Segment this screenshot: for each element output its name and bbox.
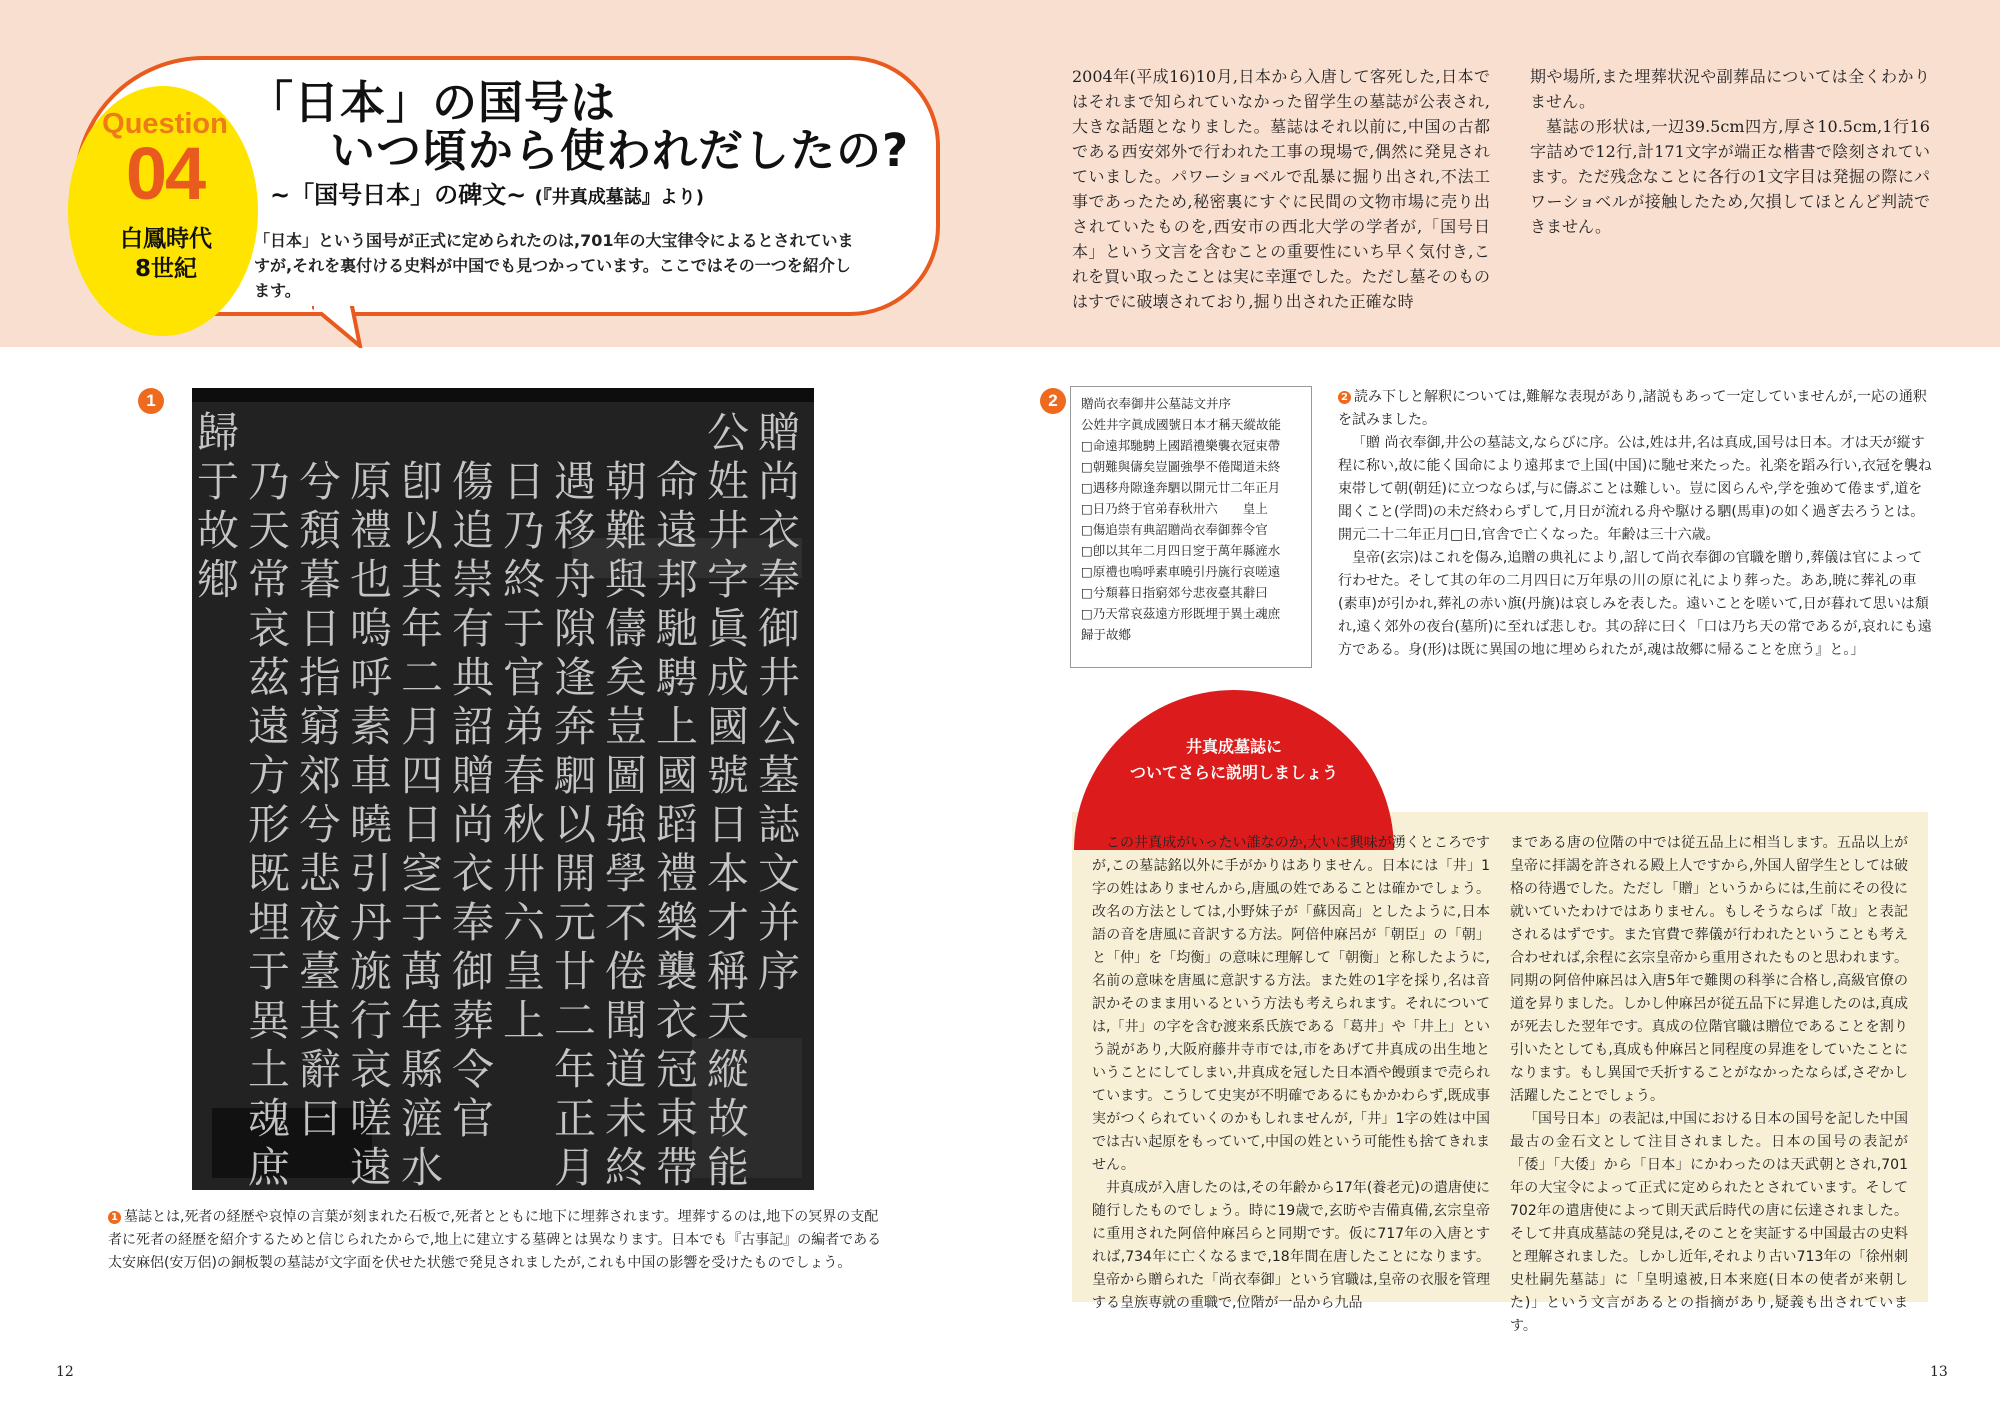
rubbing-glyph: 學 xyxy=(605,849,648,898)
rubbing-glyph: 形 xyxy=(248,800,291,849)
rubbing-glyph: 未 xyxy=(605,1094,648,1143)
subtitle-main: ~「国号日本」の碑文~ xyxy=(270,181,527,209)
rubbing-glyph: 既 xyxy=(248,849,291,898)
page-number-right: 13 xyxy=(1930,1364,1948,1380)
rubbing-glyph: 冠 xyxy=(656,1045,699,1094)
rubbing-glyph: 春 xyxy=(503,751,546,800)
rubbing-glyph: 年 xyxy=(401,996,444,1045)
rubbing-glyph: 贈 xyxy=(452,751,495,800)
rubbing-glyph: 嗚 xyxy=(350,604,393,653)
rubbing-glyph: 官 xyxy=(503,653,546,702)
rubbing-glyph: 崇 xyxy=(452,555,495,604)
rubbing-glyph: 于 xyxy=(197,457,240,506)
explanation-left-para-2: 井真成が入唐したのは,その年齢から17年(養老元)の遣唐使に随行したものでしょう。時に19歳で,玄昉や吉備真備,玄宗皇帝に重用された阿倍仲麻呂らと同期です。仮に717年の入唐とすれば,734年に亡くなるまで,18年間在唐したことになります。皇帝から贈られた「尚衣奉御」という官職は,皇帝の衣服を管理する皇族専就の重職で,位階が一品から九品 xyxy=(1092,1180,1490,1311)
rubbing-glyph: 字 xyxy=(707,555,750,604)
rubbing-glyph: 兮 xyxy=(299,457,342,506)
rubbing-glyph: 國 xyxy=(656,751,699,800)
rubbing-glyph: 遠 xyxy=(350,1143,393,1190)
rubbing-glyph: 滻 xyxy=(401,1094,444,1143)
rubbing-glyph: 哀 xyxy=(350,1045,393,1094)
rubbing-glyph: 奉 xyxy=(758,555,801,604)
rubbing-glyph: 遇 xyxy=(554,457,597,506)
rubbing-glyph: 樂 xyxy=(656,898,699,947)
rubbing-glyph: 萬 xyxy=(401,947,444,996)
rubbing-glyph: 遠 xyxy=(248,702,291,751)
rubbing-glyph: 追 xyxy=(452,506,495,555)
rubbing-glyph: 年 xyxy=(554,1045,597,1094)
rubbing-glyph: 強 xyxy=(605,800,648,849)
transcript-line: 贈尚衣奉御井公墓誌文并序 xyxy=(1081,396,1232,411)
rubbing-glyph: 日 xyxy=(299,604,342,653)
transcript-line: □兮頽暮日指窮郊兮悲夜臺其辭曰 xyxy=(1081,585,1268,600)
top-column-2-para-2: 墓誌の形状は,一辺39.5cm四方,厚さ10.5cm,1行16字詰めで12行,計171文字が端正な楷書で陰刻されています。ただ残念なことに各行の1文字目は発掘の際にパワーショベルが接触したため,欠損してほとんど判読できません。 xyxy=(1530,117,1930,236)
transcript-line: □命遠邦馳騁上國蹈禮樂襲衣冠束帶 xyxy=(1081,438,1281,453)
reading-paragraph-1: 「贈 尚衣奉御,井公の墓誌文,ならびに序。公は,姓は井,名は真成,国号は日本。才は天が縦す程に称い,故に能く国命により遠邦まで上国(中国)に馳せ来たった。礼楽を蹈み行い,衣冠を襲ね束帯して朝(朝廷)に立つならば,与に儔ぶことは難しい。豈に図らんや,学を強めて倦まず,道を聞くこと(学問)の未だ終わらずして,月日が流れる舟や駆ける駟(馬車)の如く過ぎ去ろうとは。開元二十二年正月□日,官舎で亡くなった。年齢は三十六歳。 xyxy=(1338,435,1932,543)
rubbing-glyph: 秋 xyxy=(503,800,546,849)
rubbing-glyph: 嗟 xyxy=(350,1094,393,1143)
rubbing-glyph: 本 xyxy=(707,849,750,898)
rubbing-glyph: 禮 xyxy=(350,506,393,555)
explanation-banner-text xyxy=(1074,734,1394,786)
rubbing-glyph: 尚 xyxy=(758,457,801,506)
rubbing-glyph: 奔 xyxy=(554,702,597,751)
rubbing-glyph: 引 xyxy=(350,849,393,898)
rubbing-glyph: 素 xyxy=(350,702,393,751)
rubbing-glyph: 埋 xyxy=(248,898,291,947)
rubbing-glyph: 日 xyxy=(707,800,750,849)
rubbing-glyph: 原 xyxy=(350,457,393,506)
era-line-1: 白鳳時代 xyxy=(120,226,212,252)
caption-1-text: 墓誌とは,死者の経歴や哀悼の言葉が刻まれた石板で,死者とともに地下に埋葬されます。埋葬するのは,地下の冥界の支配者に死者の経歴を紹介するためと信じられたからで,地上に建立する墓碑とは異なります。日本でも『古事記』の編者である太安麻侶(安万侶)の銅板製の墓誌が文字面を伏せた状態で発見されましたが,これも中国の影響を受けたものでしょう。 xyxy=(108,1209,882,1271)
figure-1-caption xyxy=(108,1206,888,1275)
rubbing-glyph: 廿 xyxy=(554,947,597,996)
rubbing-glyph: 日 xyxy=(401,800,444,849)
rubbing-glyph: 故 xyxy=(707,1094,750,1143)
explanation-right-column xyxy=(1510,832,1908,1338)
rubbing-glyph: 駟 xyxy=(554,751,597,800)
rubbing-glyph: 誌 xyxy=(758,800,801,849)
rubbing-glyph: 茲 xyxy=(248,653,291,702)
question-label: Question xyxy=(102,108,228,140)
page-subtitle xyxy=(270,175,704,210)
rubbing-glyph: 令 xyxy=(452,1045,495,1094)
rubbing-glyph: 曰 xyxy=(299,1094,342,1143)
rubbing-glyph: 辭 xyxy=(299,1045,342,1094)
transcript-line: □日乃終于官弟春秋卅六 皇上 xyxy=(1081,501,1268,516)
rubbing-glyph: 卽 xyxy=(401,457,444,506)
rubbing-glyph: 以 xyxy=(554,800,597,849)
rubbing-glyph: 御 xyxy=(758,604,801,653)
rubbing-glyph: 丹 xyxy=(350,898,393,947)
rubbing-glyph: 詔 xyxy=(452,702,495,751)
rubbing-glyph: 號 xyxy=(707,751,750,800)
rubbing-glyph: 車 xyxy=(350,751,393,800)
rubbing-glyph: 國 xyxy=(707,702,750,751)
rubbing-glyph: 終 xyxy=(605,1143,648,1190)
rubbing-glyph: 隙 xyxy=(554,604,597,653)
rubbing-glyph: 馳 xyxy=(656,604,699,653)
rubbing-glyph: 旐 xyxy=(350,947,393,996)
rubbing-glyph: 井 xyxy=(707,506,750,555)
rubbing-glyph: 衣 xyxy=(758,506,801,555)
rubbing-glyph: 正 xyxy=(554,1094,597,1143)
rubbing-glyph: 衣 xyxy=(452,849,495,898)
rubbing-glyph: 臺 xyxy=(299,947,342,996)
reading-paragraph-2: 皇帝(玄宗)はこれを傷み,追贈の典礼により,詔して尚衣奉御の官職を贈り,葬儀は官によって行わせた。そして其の年の二月四日に万年県の川の原に礼により葬った。ああ,暁に葬礼の車(素車)が引かれ,葬礼の赤い旗(丹旐)は哀しみを表した。遠いことを嗟いて,日が暮れて思いは頽れ,遠く郊外の夜台(墓所)に至れば悲しむ。其の辞に曰く「口は乃ち天の常であるが,哀れにも遠方である。身(形)は既に異国の地に埋められたが,魂は故郷に帰ることを庶う』と。」 xyxy=(1338,550,1932,658)
rubbing-glyph: 公 xyxy=(758,702,801,751)
rubbing-glyph: 魂 xyxy=(248,1094,291,1143)
rubbing-glyph: 移 xyxy=(554,506,597,555)
explanation-right-para-2: 「国号日本」の表記は,中国における日本の国号を記した中国最古の金石文として注目されました。日本の国号の表記が「倭」「大倭」から「日本」にかわったのは天武朝とされ,701年の大宝令によって正式に定められたとされています。そして702年の遣唐使によって則天武后時代の唐に伝達されました。そして井真成墓誌の発見は,そのことを実証する中国最古の史料と理解されました。しかし近年,それより古い713年の「徐州刺史杜嗣先墓誌」に「皇明遠被,日本来庭(日本の使者が来朝した)」という文言があるとの指摘があり,疑義も出されています。 xyxy=(1510,1111,1908,1334)
era-label xyxy=(96,224,236,284)
rubbing-glyph: 方 xyxy=(248,751,291,800)
rubbing-glyph: 悲 xyxy=(299,849,342,898)
rubbing-glyph: 騁 xyxy=(656,653,699,702)
rubbing-glyph: 指 xyxy=(299,653,342,702)
rubbing-glyph: 上 xyxy=(656,702,699,751)
rubbing-glyph: 其 xyxy=(299,996,342,1045)
rubbing-glyph: 尚 xyxy=(452,800,495,849)
explanation-left-column xyxy=(1092,832,1490,1315)
rubbing-glyph: 其 xyxy=(401,555,444,604)
rubbing-glyph: 眞 xyxy=(707,604,750,653)
rubbing-glyph: 命 xyxy=(656,457,699,506)
rubbing-glyph: 天 xyxy=(707,996,750,1045)
rubbing-glyph: 異 xyxy=(248,996,291,1045)
rubbing-glyph: 并 xyxy=(758,898,801,947)
rubbing-glyph: 六 xyxy=(503,898,546,947)
rubbing-glyph: 郊 xyxy=(299,751,342,800)
rubbing-glyph: 常 xyxy=(248,555,291,604)
transcript-line: □遇移舟隙逢奔駟以開元廿二年正月 xyxy=(1081,480,1281,495)
rubbing-glyph: 終 xyxy=(503,555,546,604)
rubbing-glyph: 矣 xyxy=(605,653,648,702)
rubbing-glyph: 公 xyxy=(707,408,750,457)
rubbing-glyph: 才 xyxy=(707,898,750,947)
rubbing-glyph: 倦 xyxy=(605,947,648,996)
transcript-line: □朝難與儔矣豈圖強學不倦聞道未終 xyxy=(1081,459,1281,474)
explanation-left-para-1: この井真成がいったい誰なのか,大いに興味が湧くところですが,この墓誌銘以外に手がかりはありません。日本には「井」1字の姓はありませんから,唐風の姓であることは確かでしょう。改名の方法としては,小野妹子が「蘇因高」としたように,日本語の音を唐風に音訳する方法。阿倍仲麻呂が「朝臣」の「朝」と「仲」を「均衡」の意味に理解して「朝衡」と称したように,名前の意味を唐風に意訳する方法。また姓の1字を採り,名は音訳かそのまま用いるという方法も考えられます。それについては,「井」の字を含む渡来系氏族である「葛井」や「井上」という説があり,大阪府藤井寺市では,市をあげて井真成の出生地ということにしてしまい,井真成を冠した日本酒や饅頭まで売られています。こうして史実が不明確であるにもかかわらず,既成事実がつくられていくのかもしれませんが,「井」1字の姓は中国では古い起原をもっていて,中国の姓という可能性も捨てきれません。 xyxy=(1092,835,1490,1173)
rubbing-glyph: 曉 xyxy=(350,800,393,849)
rubbing-glyph: 帶 xyxy=(656,1143,699,1190)
rubbing-glyph: 元 xyxy=(554,898,597,947)
transcript-line: □傷追崇有典詔贈尚衣奉御葬令官 xyxy=(1081,522,1268,537)
rubbing-glyph: 年 xyxy=(401,604,444,653)
rubbing-glyph: 乃 xyxy=(248,457,291,506)
rubbing-glyph: 能 xyxy=(707,1143,750,1190)
rubbing-glyph: 于 xyxy=(248,947,291,996)
top-column-2 xyxy=(1530,64,1930,239)
rubbing-glyph: 日 xyxy=(503,457,546,506)
reading-intro-text: 読み下しと解釈については,難解な表現があり,諸説もあって一定していませんが,一応の通釈を試みました。 xyxy=(1338,389,1927,428)
rubbing-glyph: 衣 xyxy=(656,996,699,1045)
rubbing-glyph: 與 xyxy=(605,555,648,604)
rubbing-glyph: 朝 xyxy=(605,457,648,506)
rubbing-glyph: 縣 xyxy=(401,1045,444,1094)
rubbing-glyph: 也 xyxy=(350,555,393,604)
rubbing-glyph: 乃 xyxy=(503,506,546,555)
rubbing-glyph: 墓 xyxy=(758,751,801,800)
subtitle-source: (『井真成墓誌』より) xyxy=(534,187,705,208)
rubbing-glyph: 卅 xyxy=(503,849,546,898)
rubbing-glyph: 于 xyxy=(401,898,444,947)
rubbing-glyph: 二 xyxy=(554,996,597,1045)
rubbing-glyph: 縱 xyxy=(707,1045,750,1094)
rubbing-glyph: 圖 xyxy=(605,751,648,800)
rubbing-glyph: 以 xyxy=(401,506,444,555)
rubbing-glyph: 鄕 xyxy=(197,555,240,604)
rubbing-glyph: 儔 xyxy=(605,604,648,653)
top-column-1: 2004年(平成16)10月,日本から入唐して客死した,日本ではそれまで知られていなかった留学生の墓誌が公表され,大きな話題となりました。墓誌はそれ以前に,中国の古都である西安郊外で行われた工事の現場で,偶然に発見されていました。パワーショベルで乱暴に掘り出され,不法工事であったため,秘密裏にすぐに民間の文物市場に売り出されていたものを,西安市の西北大学の学者が,「国号日本」という文言を含むことの重要性にいち早く気付き,これを買い取ったことは実に幸運でした。ただし墓そのものはすでに破壊されており,掘り出された正確な時 xyxy=(1072,67,1490,311)
rubbing-glyph: 葬 xyxy=(452,996,495,1045)
rubbing-glyph: 庶 xyxy=(248,1143,291,1190)
rubbing-glyph: 井 xyxy=(758,653,801,702)
rubbing-glyph: 行 xyxy=(350,996,393,1045)
reading-badge: 2 xyxy=(1338,391,1351,404)
top-column-2-para-1: 期や場所,また埋葬状況や副葬品については全くわかりません。 xyxy=(1530,67,1930,111)
rubbing-glyph: 襲 xyxy=(656,947,699,996)
question-number: 04 xyxy=(125,132,205,215)
rubbing-glyph: 贈 xyxy=(758,408,801,457)
rubbing-glyph: 蹈 xyxy=(656,800,699,849)
transcript-line: 公姓井字眞成國號日本才稱天縱故能 xyxy=(1081,417,1282,432)
rubbing-glyph: 頽 xyxy=(299,506,342,555)
rubbing-glyph: 豈 xyxy=(605,702,648,751)
rubbing-glyph: 開 xyxy=(554,849,597,898)
caption-1-badge: 1 xyxy=(108,1211,121,1224)
rubbing-glyph: 逢 xyxy=(554,653,597,702)
transcript-line: 歸于故鄕 xyxy=(1081,627,1132,642)
rubbing-glyph: 稱 xyxy=(707,947,750,996)
rubbing-glyph: 呼 xyxy=(350,653,393,702)
intro-text: 「日本」という国号が正式に定められたのは,701年の大宝律令によるとされていますが,それを裏付ける史料が中国でも見つかっています。ここではその一つを紹介します。 xyxy=(254,231,854,300)
transcript-line: □乃天常哀茲遠方形既埋于異土魂庶 xyxy=(1081,606,1281,621)
rubbing-glyph: 官 xyxy=(452,1094,495,1143)
rubbing-glyph: 序 xyxy=(758,947,801,996)
rubbing-glyph: 水 xyxy=(401,1143,444,1190)
rubbing-glyph: 束 xyxy=(656,1094,699,1143)
transcript-line: □卽以其年二月四日窆于萬年縣滻水 xyxy=(1081,543,1281,558)
page-title-line-2: いつ頃から使われだしたの? xyxy=(330,124,910,177)
rubbing-glyph: 天 xyxy=(248,506,291,555)
rubbing-glyph: 窆 xyxy=(401,849,444,898)
rubbing-glyph: 土 xyxy=(248,1045,291,1094)
rubbing-glyph: 皇 xyxy=(503,947,546,996)
rubbing-glyph: 四 xyxy=(401,751,444,800)
rubbing-glyph: 上 xyxy=(503,996,546,1045)
rubbing-glyph: 兮 xyxy=(299,800,342,849)
rubbing-glyph: 故 xyxy=(197,506,240,555)
era-line-2: 8世紀 xyxy=(134,256,197,282)
rubbing-glyph: 聞 xyxy=(605,996,648,1045)
reading-translation xyxy=(1338,386,1934,662)
page-number-left: 12 xyxy=(56,1364,74,1380)
explanation-right-para-1: まである唐の位階の中では従五品上に相当します。五品以上が皇帝に拝謁を許される殿上人ですから,外国人留学生としては破格の待遇でした。ただし「贈」というからには,生前にその役に就いていたわけではありません。もしそうならば「故」と表記されるはずです。また官費で葬儀が行われたということも考え合わせれば,余程に玄宗皇帝から重用されたものと思われます。同期の阿倍仲麻呂は入唐5年で難関の科挙に合格し,高級官僚の道を昇りました。しかし仲麻呂が従五品下に昇進したのは,真成が死去した翌年です。真成の位階官職は贈位であることを割り引いたとしても,真成も仲麻呂と同程度の昇進をしていたことになります。もし異国で夭折することがなかったならば,さぞかし活躍したことでしょう。 xyxy=(1510,835,1908,1104)
rubbing-glyph: 暮 xyxy=(299,555,342,604)
rubbing-glyph: 不 xyxy=(605,898,648,947)
rubbing-glyph: 文 xyxy=(758,849,801,898)
rubbing-glyph: 夜 xyxy=(299,898,342,947)
rubbing-glyph: 道 xyxy=(605,1045,648,1094)
epitaph-transcript-box xyxy=(1070,386,1312,668)
figure-1-badge: 1 xyxy=(138,388,164,414)
epitaph-rubbing-image xyxy=(192,388,814,1190)
rubbing-glyph: 窮 xyxy=(299,702,342,751)
rubbing-glyph: 難 xyxy=(605,506,648,555)
rubbing-glyph: 有 xyxy=(452,604,495,653)
rubbing-glyph: 奉 xyxy=(452,898,495,947)
rubbing-glyph: 二 xyxy=(401,653,444,702)
rubbing-glyph: 成 xyxy=(707,653,750,702)
rubbing-glyph: 于 xyxy=(503,604,546,653)
rubbing-glyph: 月 xyxy=(401,702,444,751)
rubbing-glyph: 御 xyxy=(452,947,495,996)
rubbing-glyph: 禮 xyxy=(656,849,699,898)
figure-2-badge: 2 xyxy=(1040,388,1066,414)
bubble-tail xyxy=(312,306,372,348)
rubbing-glyph: 邦 xyxy=(656,555,699,604)
rubbing-glyph: 舟 xyxy=(554,555,597,604)
rubbing-glyph: 月 xyxy=(554,1143,597,1190)
rubbing-glyph: 哀 xyxy=(248,604,291,653)
banner-line-2: ついてさらに説明しましょう xyxy=(1129,763,1338,782)
rubbing-glyph: 弟 xyxy=(503,702,546,751)
rubbing-glyph: 歸 xyxy=(197,408,240,457)
rubbing-glyph: 姓 xyxy=(707,457,750,506)
rubbing-glyph: 典 xyxy=(452,653,495,702)
rubbing-glyph: 傷 xyxy=(452,457,495,506)
rubbing-glyph: 遠 xyxy=(656,506,699,555)
reading-intro xyxy=(1338,386,1934,432)
page-title-line-1: 「日本」の国号は xyxy=(248,76,617,129)
transcript-line: □原禮也嗚呼素車曉引丹旐行哀嗟遠 xyxy=(1081,564,1281,579)
banner-line-1: 井真成墓誌に xyxy=(1185,737,1282,756)
